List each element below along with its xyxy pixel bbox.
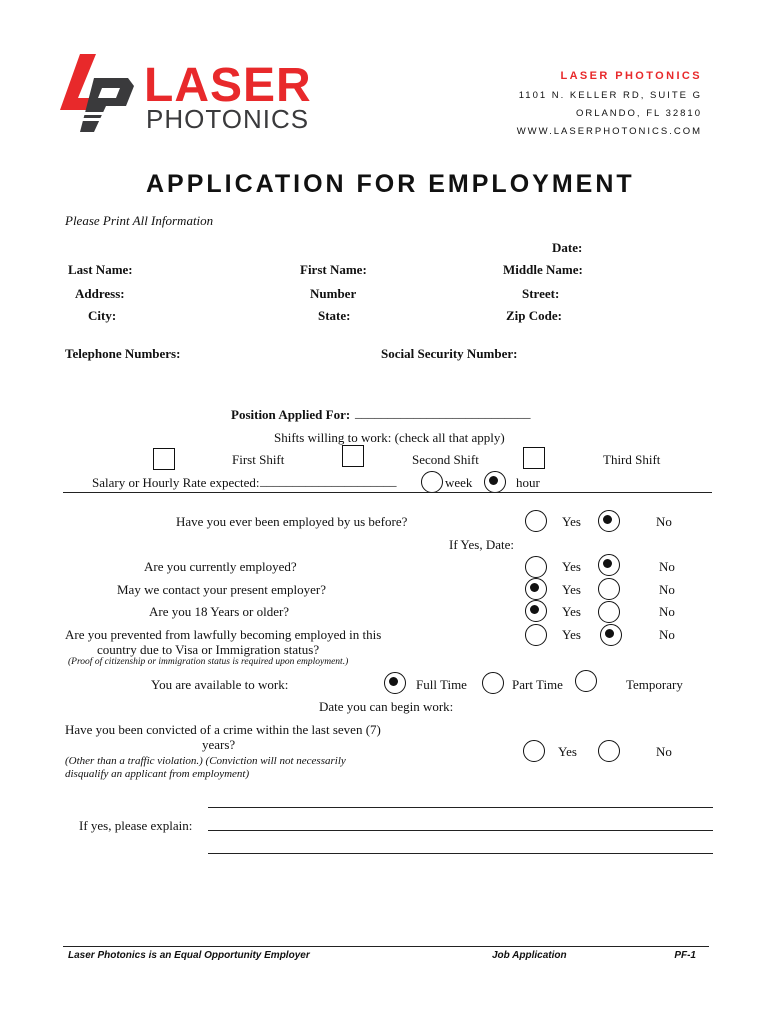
convicted-question-line1: Have you been convicted of a crime within the last seven (7) — [65, 722, 381, 737]
address-label: Address: — [75, 286, 125, 301]
over-18-question: Are you 18 Years or older? — [149, 604, 290, 619]
convicted-yes-radio[interactable] — [523, 740, 545, 762]
print-instruction: Please Print All Information — [65, 213, 214, 228]
availability-label: You are available to work: — [151, 677, 289, 692]
explain-line-3[interactable] — [208, 853, 713, 854]
part-time-radio[interactable] — [482, 672, 504, 694]
company-address-line2: ORLANDO, FL 32810 — [575, 108, 702, 119]
part-time-label: Part Time — [512, 677, 563, 692]
convicted-no-radio[interactable] — [598, 740, 620, 762]
position-label: Position Applied For: — [231, 407, 351, 422]
logo-text-laser: LASER — [144, 59, 312, 112]
footer-divider — [63, 946, 709, 947]
hour-label: hour — [516, 475, 540, 490]
currently-employed-question: Are you currently employed? — [144, 559, 297, 574]
first-shift-label: First Shift — [232, 452, 285, 467]
zip-code-label: Zip Code: — [506, 308, 562, 323]
footer-eoe: Laser Photonics is an Equal Opportunity Employer — [68, 950, 310, 961]
footer-doc-name: Job Application — [492, 950, 567, 961]
prevented-yes-radio[interactable] — [525, 624, 547, 646]
third-shift-checkbox[interactable] — [523, 447, 545, 469]
middle-name-label: Middle Name: — [503, 262, 583, 277]
city-label: City: — [88, 308, 117, 323]
convicted-question-line2: years? — [202, 737, 236, 752]
contact-employer-no-label: No — [659, 582, 675, 597]
page-title: APPLICATION FOR EMPLOYMENT — [146, 170, 635, 198]
explain-line-2[interactable] — [208, 830, 713, 831]
over-18-yes-radio[interactable] — [525, 600, 547, 622]
over-18-no-label: No — [659, 604, 675, 619]
last-name-label: Last Name: — [68, 262, 133, 277]
begin-date-label: Date you can begin work: — [319, 699, 454, 714]
contact-employer-yes-radio[interactable] — [525, 578, 547, 600]
over-18-yes-label: Yes — [562, 604, 581, 619]
company-website: WWW.LASERPHOTONICS.COM — [516, 126, 702, 137]
prevented-question-line1: Are you prevented from lawfully becoming employed in this — [65, 627, 382, 642]
salary-label: Salary or Hourly Rate expected: — [92, 475, 260, 490]
week-label: week — [445, 475, 473, 490]
prevented-yes-label: Yes — [562, 627, 581, 642]
currently-employed-yes-label: Yes — [562, 559, 581, 574]
employed-before-yes-label: Yes — [562, 514, 581, 529]
convicted-yes-label: Yes — [558, 744, 577, 759]
prevented-question-line2: country due to Visa or Immigration status? — [97, 642, 320, 657]
shifts-label: Shifts willing to work: (check all that apply) — [274, 430, 505, 445]
hour-radio[interactable] — [484, 471, 506, 493]
prevented-no-radio[interactable] — [600, 624, 622, 646]
telephone-label: Telephone Numbers: — [65, 346, 181, 361]
if-yes-date-label: If Yes, Date: — [449, 537, 514, 552]
third-shift-label: Third Shift — [603, 452, 661, 467]
week-radio[interactable] — [421, 471, 443, 493]
explain-label: If yes, please explain: — [79, 818, 193, 833]
street-label: Street: — [522, 286, 560, 301]
position-blank[interactable]: ___________________________ — [355, 405, 531, 420]
contact-employer-question: May we contact your present employer? — [117, 582, 327, 597]
currently-employed-no-label: No — [659, 559, 675, 574]
employed-before-question: Have you ever been employed by us before? — [176, 514, 408, 529]
over-18-no-radio[interactable] — [598, 601, 620, 623]
proof-note: (Proof of citizenship or immigration status is required upon employment.) — [68, 657, 349, 667]
second-shift-label: Second Shift — [412, 452, 479, 467]
convicted-no-label: No — [656, 744, 672, 759]
employed-before-yes-radio[interactable] — [525, 510, 547, 532]
explain-line-1[interactable] — [208, 807, 713, 808]
first-name-label: First Name: — [300, 262, 367, 277]
salary-blank[interactable]: _____________________ — [260, 473, 397, 488]
company-name: LASER PHOTONICS — [560, 70, 702, 82]
employed-before-no-label: No — [656, 514, 672, 529]
company-address-line1: 1101 N. KELLER RD, SUITE G — [518, 90, 702, 101]
conviction-note-line1: (Other than a traffic violation.) (Conviction will not necessarily — [65, 755, 346, 767]
state-label: State: — [318, 308, 351, 323]
footer-page-number: PF-1 — [674, 950, 696, 961]
first-shift-checkbox[interactable] — [153, 448, 175, 470]
section-divider — [63, 492, 712, 493]
full-time-radio[interactable] — [384, 672, 406, 694]
laser-photonics-logo-mark — [58, 52, 138, 134]
prevented-no-label: No — [659, 627, 675, 642]
currently-employed-yes-radio[interactable] — [525, 556, 547, 578]
temporary-label: Temporary — [626, 677, 683, 692]
number-label: Number — [310, 286, 357, 301]
logo-text-photonics: PHOTONICS — [146, 104, 310, 134]
full-time-label: Full Time — [416, 677, 467, 692]
date-label: Date: — [552, 240, 583, 255]
temporary-radio[interactable] — [575, 670, 597, 692]
second-shift-checkbox[interactable] — [342, 445, 364, 467]
currently-employed-no-radio[interactable] — [598, 554, 620, 576]
contact-employer-no-radio[interactable] — [598, 578, 620, 600]
conviction-note-line2: disqualify an applicant from employment) — [65, 768, 250, 780]
employed-before-no-radio[interactable] — [598, 510, 620, 532]
ssn-label: Social Security Number: — [381, 346, 518, 361]
contact-employer-yes-label: Yes — [562, 582, 581, 597]
